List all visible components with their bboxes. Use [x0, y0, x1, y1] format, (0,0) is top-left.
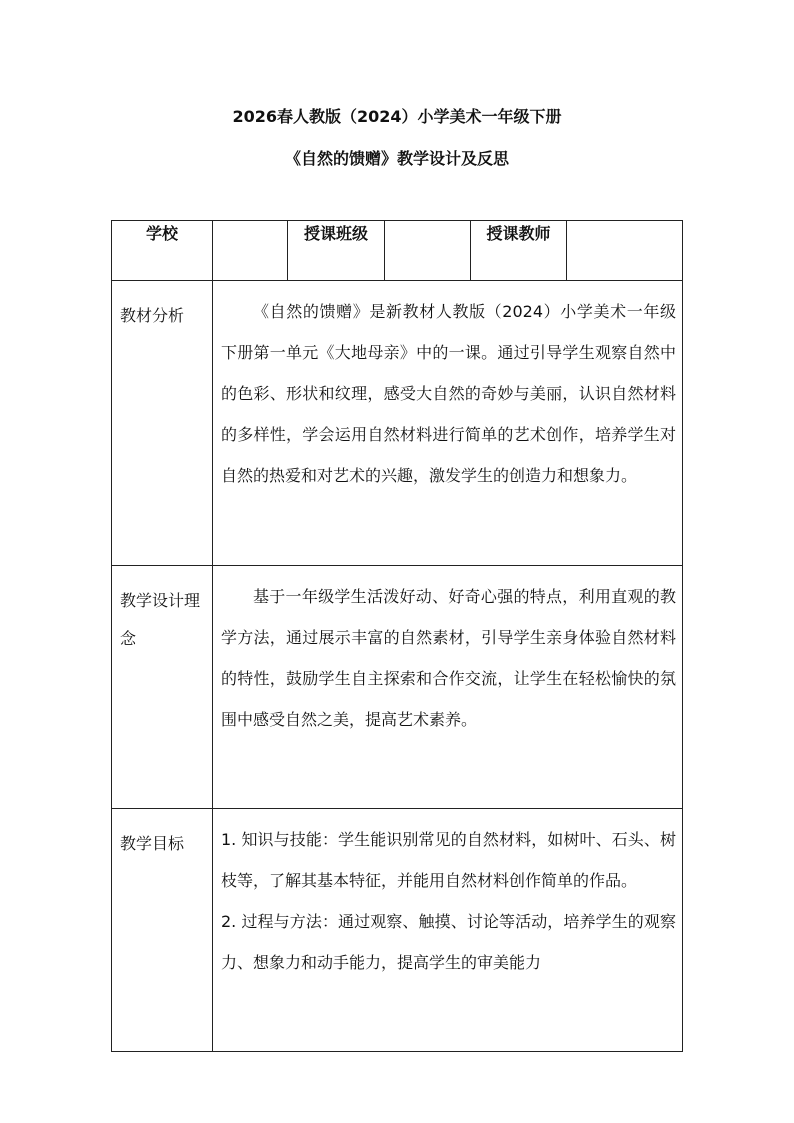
- class-label-cell: 授课班级: [288, 221, 385, 281]
- teacher-input-cell[interactable]: [567, 221, 683, 281]
- table-header-row: [112, 221, 683, 281]
- teaching-goal-2: 2. 过程与方法：通过观察、触摸、讨论等活动，培养学生的观察力、想象力和动手能力，提高学生的审美能力: [221, 912, 676, 972]
- design-concept-content: [213, 566, 683, 809]
- school-label-cell: 学校: [112, 221, 213, 281]
- school-input-cell[interactable]: [213, 221, 288, 281]
- table-row: [112, 809, 683, 1052]
- teaching-goals-label: 教学目标: [112, 809, 213, 1052]
- teaching-goal-1: 1. 知识与技能：学生能识别常见的自然材料，如树叶、石头、树枝等，了解其基本特征，并能用自然材料创作简单的作品。: [221, 830, 676, 890]
- table-row: [112, 566, 683, 809]
- design-concept-label: 教学设计理念: [112, 566, 213, 809]
- textbook-analysis-text: 《自然的馈赠》是新教材人教版（2024）小学美术一年级下册第一单元《大地母亲》中的一课。通过引导学生观察自然中的色彩、形状和纹理，感受大自然的奇妙与美丽，认识自然材料的多样性，学会运用自然材料进行简单的艺术创作，培养学生对自然的热爱和对艺术的兴趣，激发学生的创造力和想象力。: [221, 302, 676, 485]
- design-concept-text: 基于一年级学生活泼好动、好奇心强的特点，利用直观的教学方法，通过展示丰富的自然素材，引导学生亲身体验自然材料的特性，鼓励学生自主探索和合作交流，让学生在轻松愉快的氛围中感受自然之美，提高艺术素养。: [221, 587, 676, 729]
- document-subtitle: 《自然的馈赠》教学设计及反思: [284, 149, 509, 168]
- document-title: 2026春人教版（2024）小学美术一年级下册: [232, 107, 562, 126]
- teacher-label-cell: 授课教师: [471, 221, 567, 281]
- lesson-plan-table: [111, 220, 683, 1052]
- textbook-analysis-label: 教材分析: [112, 281, 213, 566]
- teaching-goals-content: [213, 809, 683, 1052]
- table-row: [112, 281, 683, 566]
- textbook-analysis-content: [213, 281, 683, 566]
- class-input-cell[interactable]: [385, 221, 471, 281]
